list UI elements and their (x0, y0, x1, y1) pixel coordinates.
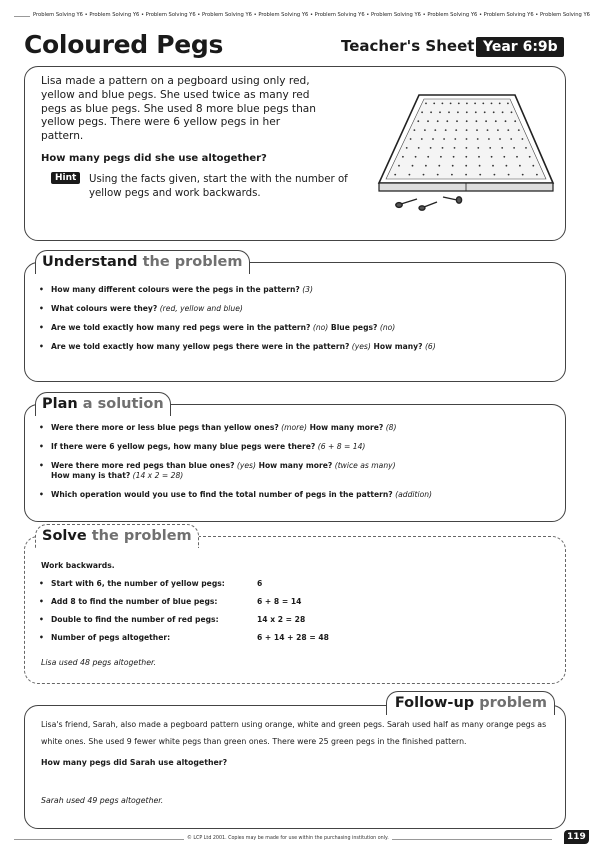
problem-text: Lisa made a pattern on a pegboard using only red, yellow and blue pegs. She used twice as many red pegs as blue pegs. She used 8 more blue pegs than yellow pegs. There were 6 yellow pegs in her pattern. (41, 75, 316, 143)
list-item: • Are we told exactly how many yellow pegs there were in the pattern? (yes) How many? (6) (35, 342, 555, 352)
followup-section (24, 695, 566, 829)
solve-heading (35, 524, 199, 548)
solve-subtitle: Work backwards. (41, 561, 115, 570)
header-ribbon (14, 12, 590, 26)
list-item: • Are we told exactly how many red pegs were in the pattern? (no) Blue pegs? (no) (35, 323, 555, 333)
teachers-sheet-label: Teacher's Sheet (341, 37, 475, 55)
understand-section (24, 254, 566, 382)
solve-answer: Lisa used 48 pegs altogether. (41, 658, 156, 667)
solve-title-rest: the problem (86, 528, 192, 544)
problem-question: How many pegs did she use altogether? (41, 153, 267, 164)
understand-list (35, 285, 555, 361)
year-badge: Year 6:9b (476, 37, 564, 57)
followup-title-main: Follow-up (394, 695, 475, 711)
copyright-text: © LCP Ltd 2001. Copies may be made for use within the purchasing institution only. (184, 836, 392, 841)
plan-title-main: Plan (42, 396, 78, 412)
page-title: Coloured Pegs (24, 30, 224, 59)
list-item: • Which operation would you use to find the total number of pegs in the pattern? (addition) (35, 490, 555, 500)
followup-text: Lisa's friend, Sarah, also made a pegboard pattern using orange, white and green pegs. Sarah used half as many orange pegs as white ones. She used 9 fewer white pegs than green ones. There were 25 green pegs in the finished pattern. (41, 720, 547, 746)
problem-box (24, 66, 566, 241)
solve-title-main: Solve (42, 528, 87, 544)
list-item: • Were there more or less blue pegs than yellow ones? (more) How many more? (8) (35, 423, 555, 433)
list-item: • How many different colours were the pegs in the pattern? (3) (35, 285, 555, 295)
followup-heading (386, 691, 555, 715)
followup-title-rest: problem (474, 695, 547, 711)
solve-section: Solve the problem Work backwards. • Start with 6, the number of yellow pegs: 6 • Add 8 to find the number of blue pegs: 6 + 8 = 14 • Double to find the number of red pegs: 14 x 2 = 28 • Number of pegs altogether: 6 + 14 + 28 = 48 Lisa used 48 pegs altogether. (24, 536, 566, 684)
list-item: • Were there more red pegs than blue ones? (yes) How many more? (twice as many) How many is that? (14 x 2 = 28) (35, 461, 555, 481)
hint-text: Using the facts given, start the with the number of yellow pegs and work backwards. (89, 174, 348, 199)
plan-list (35, 423, 555, 509)
plan-section (24, 396, 566, 522)
ribbon-text: Problem Solving Y6 • Problem Solving Y6 • Problem Solving Y6 • Problem Solving Y6 • Problem Solving Y6 • Problem Solving Y6 • Problem Solving Y6 • Problem Solving Y6 • Problem Solving Y6 • Problem Solving Y6 (30, 12, 590, 18)
footer-line (14, 836, 552, 841)
understand-title-main: Understand (42, 254, 138, 270)
understand-title-rest: the problem (137, 254, 243, 270)
page-number: 119 (564, 830, 589, 844)
plan-heading (35, 392, 171, 416)
followup-question: How many pegs did Sarah use altogether? (41, 758, 228, 767)
followup-answer: Sarah used 49 pegs altogether. (41, 796, 164, 805)
list-item: • What colours were they? (red, yellow and blue) (35, 304, 555, 314)
plan-title-rest: a solution (77, 396, 164, 412)
pegboard-illustration (377, 83, 555, 221)
loose-pegs-icon (396, 197, 462, 210)
hint-badge: Hint (51, 172, 80, 184)
understand-heading (35, 250, 250, 274)
list-item: • If there were 6 yellow pegs, how many blue pegs were there? (6 + 8 = 14) (35, 442, 555, 452)
